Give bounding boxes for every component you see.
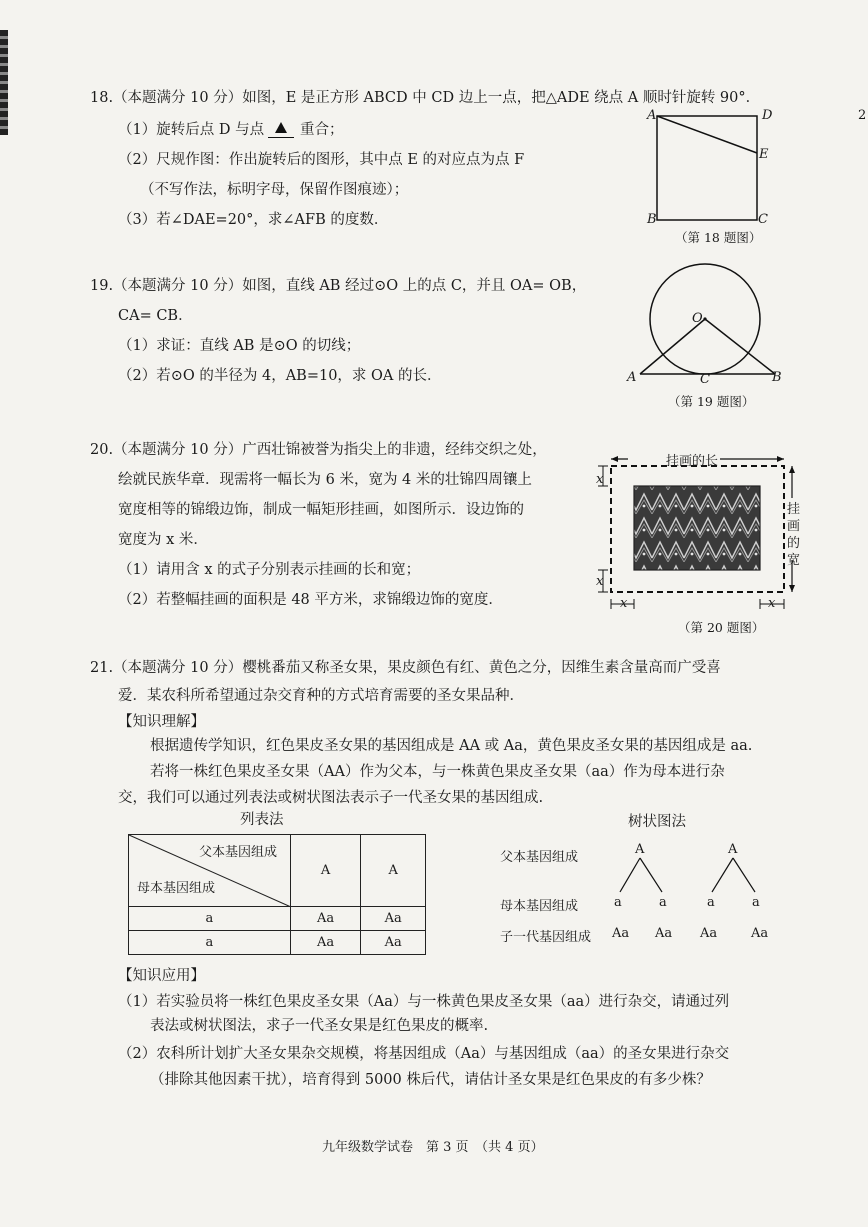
q20-width-label: 挂 画 的 宽 (787, 502, 801, 568)
table-col-father-2: A (361, 835, 426, 907)
page-edge-number: 2 (858, 108, 867, 123)
q20-x-left: x (620, 596, 628, 611)
table-row (129, 907, 426, 931)
q20-figure (588, 442, 808, 622)
q20-line2: 绘就民族华章．现需将一幅长为 6 米，宽为 4 米的壮锦四周镶上 (118, 472, 532, 488)
q18-caption: （第 18 题图） (675, 230, 762, 245)
q18-part2-a: （2）尺规作图：作出旋转后的图形，其中点 E 的对应点为点 F (118, 152, 525, 168)
q20-x-bottom: x (596, 574, 604, 589)
q21-knowledge-1: 根据遗传学知识，红色果皮圣女果的基因组成是 AA 或 Aa，黄色果皮圣女果的基因组成是 aa. (150, 738, 753, 754)
q20-line4: 宽度为 x 米． (118, 532, 208, 548)
q20-part2: （2）若整幅挂画的面积是 48 平方米，求锦缎边饰的宽度． (118, 592, 503, 608)
q21-line2: 爱．某农科所希望通过杂交育种的方式培育需要的圣女果品种． (118, 688, 524, 704)
tree-diagram-lines (600, 840, 780, 900)
q21-heading-understanding: 【知识理解】 (118, 714, 205, 730)
tree-father-1: A (635, 842, 645, 857)
table-mother-cell: a (129, 907, 291, 931)
punnett-table (128, 834, 426, 955)
q18-part3: （3）若∠DAE=20°，求∠AFB 的度数． (118, 212, 389, 228)
tree-method-title: 树状图法 (628, 814, 686, 830)
q21-app1-a: （1）若实验员将一株红色果皮圣女果（Aa）与一株黄色果皮圣女果（aa）进行杂交，请通过列 (118, 994, 730, 1010)
binding-edge-mark (0, 30, 8, 135)
q21-knowledge-3: 交，我们可以通过列表法或树状图法表示子一代圣女果的基因组成. (118, 790, 544, 806)
q19-stem-a: 19.（本题满分 10 分）如图，直线 AB 经过⊙O 上的点 C，并且 OA= OB， (90, 278, 587, 294)
q18-label-c: C (758, 212, 768, 227)
q20-x-top: x (596, 472, 604, 487)
q21-knowledge-2: 若将一株红色果皮圣女果（AA）作为父本，与一株黄色果皮圣女果（aa）作为母本进行杂 (150, 764, 725, 780)
q18-figure (640, 108, 780, 248)
q18-part2-b: （不写作法，标明字母，保留作图痕迹）； (140, 182, 409, 198)
blank-triangle-icon (275, 122, 287, 133)
tree-father-2: A (728, 842, 738, 857)
table-mother-cell: a (129, 931, 291, 955)
table-cell: Aa (361, 907, 426, 931)
q18-label-d: D (762, 108, 773, 123)
q19-label-c: C (700, 372, 710, 387)
tree-mother-4: a (752, 895, 760, 910)
q20-line3: 宽度相等的锦缎边饰，制成一幅矩形挂画，如图所示．设边饰的 (118, 502, 524, 518)
q18-part1-b: 重合； (300, 122, 344, 138)
tree-row-label-offspring: 子一代基因组成 (500, 930, 592, 945)
q19-part1: （1）求证：直线 AB 是⊙O 的切线； (118, 338, 361, 354)
q21-app2-a: （2）农科所计划扩大圣女果杂交规模，将基因组成（Aa）与基因组成（aa）的圣女果进行杂交 (118, 1046, 730, 1062)
tree-row-label-mother: 母本基因组成 (500, 899, 579, 914)
q21-line1: 21.（本题满分 10 分）樱桃番茄又称圣女果，果皮颜色有红、黄色之分，因维生素含量高而广受喜 (90, 660, 721, 676)
table-method-title: 列表法 (240, 812, 284, 828)
q20-line1: 20.（本题满分 10 分）广西壮锦被誉为指尖上的非遗，经纬交织之处， (90, 442, 547, 458)
table-mother-header: 母本基因组成 (137, 881, 216, 896)
q19-part2: （2）若⊙O 的半径为 4，AB=10，求 OA 的长． (118, 368, 442, 384)
q21-app2-b: （排除其他因素干扰），培育得到 5000 株后代，请估计圣女果是红色果皮的有多少株？ (150, 1072, 711, 1088)
q20-caption: （第 20 题图） (678, 620, 765, 635)
table-cell: Aa (290, 931, 361, 955)
q19-label-a: A (627, 370, 637, 385)
q19-label-b: B (772, 370, 782, 385)
table-father-header: 父本基因组成 (199, 845, 278, 860)
q20-x-right: x (768, 596, 776, 611)
tree-child-2: Aa (655, 926, 673, 941)
tree-row-label-father: 父本基因组成 (500, 850, 579, 865)
q20-part1: （1）请用含 x 的式子分别表示挂画的长和宽； (118, 562, 421, 578)
q18-part1-a: （1）旋转后点 D 与点 (118, 122, 265, 138)
page-footer: 九年级数学试卷 第 3 页 （共 4 页） (322, 1140, 544, 1155)
table-cell: Aa (361, 931, 426, 955)
q21-heading-application: 【知识应用】 (118, 968, 205, 984)
q18-label-a: A (647, 108, 657, 123)
tree-mother-3: a (707, 895, 715, 910)
tree-mother-1: a (614, 895, 622, 910)
q21-app1-b: 表法或树状图法，求子一代圣女果是红色果皮的概率. (150, 1018, 489, 1034)
q19-stem-b: CA= CB． (118, 308, 193, 324)
table-cell: Aa (290, 907, 361, 931)
q18-label-e: E (759, 147, 769, 162)
tree-child-3: Aa (700, 926, 718, 941)
table-col-father-1: A (290, 835, 361, 907)
q18-stem: 18.（本题满分 10 分）如图，E 是正方形 ABCD 中 CD 边上一点，把△ADE 绕点 A 顺时针旋转 90°． (90, 90, 761, 106)
q19-figure (620, 256, 790, 386)
q19-caption: （第 19 题图） (668, 394, 755, 409)
q20-length-label: 挂画的长 (666, 454, 719, 469)
table-diagonal-header (129, 835, 291, 907)
tree-mother-2: a (659, 895, 667, 910)
table-row (129, 931, 426, 955)
tree-child-4: Aa (751, 926, 769, 941)
tree-child-1: Aa (612, 926, 630, 941)
q19-label-o: O (692, 311, 703, 326)
q18-label-b: B (647, 212, 657, 227)
